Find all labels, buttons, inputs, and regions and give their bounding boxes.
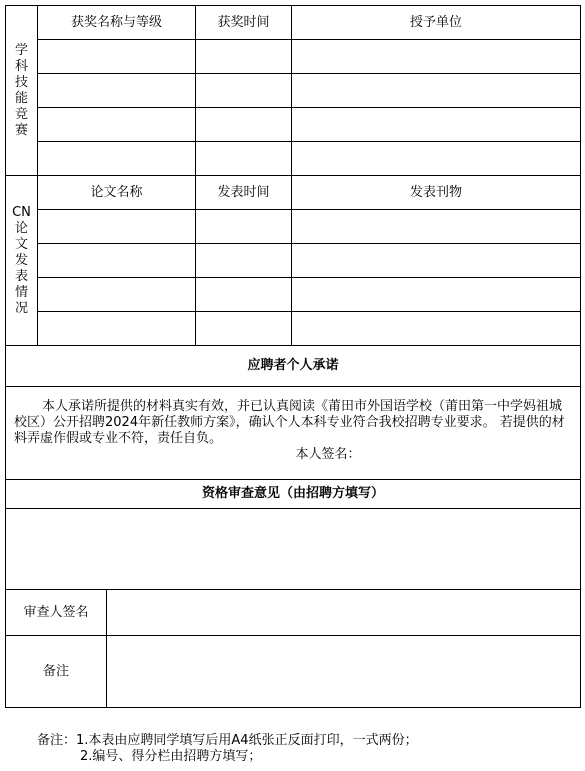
footnote-line-2: 2.编号、得分栏由招聘方填写；	[80, 749, 262, 764]
paper-date-cell[interactable]	[196, 312, 292, 346]
paper-title-cell[interactable]	[38, 278, 196, 312]
table-row	[6, 74, 581, 108]
commitment-title: 应聘者个人承诺	[6, 346, 581, 387]
commitment-text: 本人承诺所提供的材料真实有效，并已认真阅读《莆田市外国语学校（莆田第一中学妈祖城校区）公开招聘2024年新任教师方案》，确认个人本科专业符合我校招聘专业要求。 若提供的材料弄虚作假或专业不符，责任自负。	[14, 399, 565, 446]
remark-field[interactable]	[107, 636, 581, 708]
remark-label: 备注	[6, 636, 107, 708]
paper-title-cell[interactable]	[38, 244, 196, 278]
table-row	[6, 142, 581, 176]
paper-title-cell[interactable]	[38, 312, 196, 346]
paper-journal-cell[interactable]	[292, 312, 581, 346]
review-opinion-area[interactable]	[6, 509, 581, 590]
paper-date-cell[interactable]	[196, 244, 292, 278]
header-award-name: 获奖名称与等级	[38, 6, 196, 40]
paper-journal-cell[interactable]	[292, 244, 581, 278]
header-paper-title: 论文名称	[38, 176, 196, 210]
award-time-cell[interactable]	[196, 108, 292, 142]
award-time-cell[interactable]	[196, 74, 292, 108]
paper-journal-cell[interactable]	[292, 278, 581, 312]
award-name-cell[interactable]	[38, 108, 196, 142]
competition-section-label: 学 科 技 能 竞 赛	[6, 6, 38, 176]
award-name-cell[interactable]	[38, 40, 196, 74]
table-row	[6, 210, 581, 244]
award-name-cell[interactable]	[38, 142, 196, 176]
table-row	[6, 278, 581, 312]
paper-journal-cell[interactable]	[292, 210, 581, 244]
paper-date-cell[interactable]	[196, 210, 292, 244]
reviewer-signature-field[interactable]	[107, 590, 581, 636]
paper-title-cell[interactable]	[38, 210, 196, 244]
award-issuer-cell[interactable]	[292, 74, 581, 108]
header-award-time: 获奖时间	[196, 6, 292, 40]
award-time-cell[interactable]	[196, 142, 292, 176]
papers-section-label: CN 论 文 发 表 情 况	[6, 176, 38, 346]
award-issuer-cell[interactable]	[292, 108, 581, 142]
review-title: 资格审查意见（由招聘方填写）	[6, 480, 581, 509]
table-row	[6, 40, 581, 74]
award-issuer-cell[interactable]	[292, 40, 581, 74]
table-row	[6, 312, 581, 346]
reviewer-signature-label: 审查人签名	[6, 590, 107, 636]
header-paper-journal: 发表刊物	[292, 176, 581, 210]
header-award-issuer: 授予单位	[292, 6, 581, 40]
award-name-cell[interactable]	[38, 74, 196, 108]
signature-label[interactable]: 本人签名：	[295, 447, 361, 462]
commitment-block	[6, 387, 581, 480]
application-form-table	[5, 5, 581, 708]
footnote-line-1: 备注：1.本表由应聘同学填写后用A4纸张正反面打印，一式两份；	[37, 733, 418, 748]
table-row	[6, 244, 581, 278]
table-row	[6, 108, 581, 142]
award-issuer-cell[interactable]	[292, 142, 581, 176]
footnotes	[37, 733, 418, 765]
header-paper-date: 发表时间	[196, 176, 292, 210]
paper-date-cell[interactable]	[196, 278, 292, 312]
award-time-cell[interactable]	[196, 40, 292, 74]
